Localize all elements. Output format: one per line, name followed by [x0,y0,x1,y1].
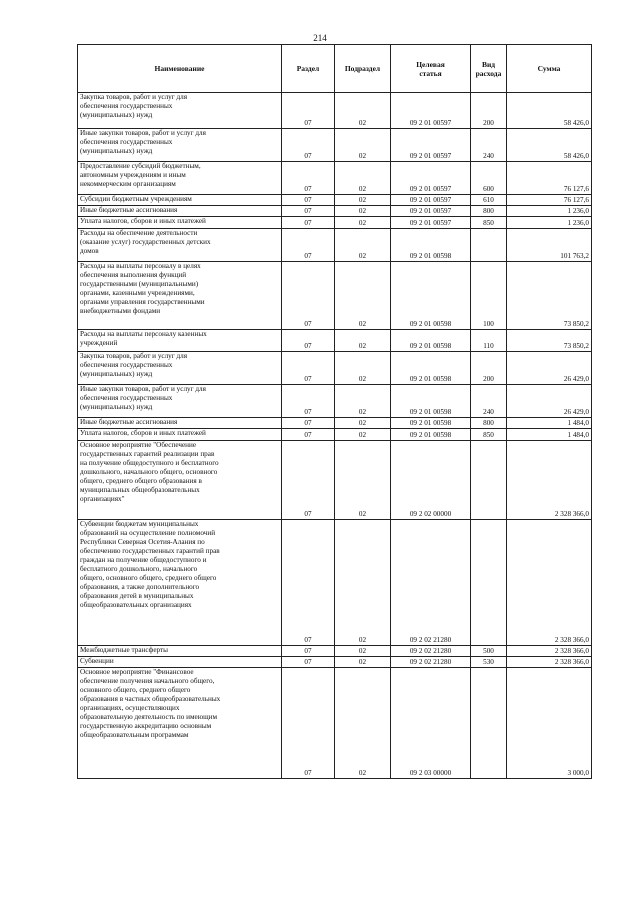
header-name: Наименование [78,45,282,93]
row-razdel-cell: 07 [282,520,335,646]
row-vid-cell [471,229,507,262]
table-row [78,330,592,352]
row-podrazdel-cell: 02 [335,330,391,352]
row-summa-cell: 76 127,6 [507,162,592,195]
row-name-cell: Предоставление субсидий бюджетным, автономным учреждениям и иным некоммерческим организациям [78,162,282,195]
row-summa-cell: 73 850,2 [507,262,592,330]
row-razdel-cell: 07 [282,352,335,385]
row-name-cell: Расходы на выплаты персоналу казенных учреждений [78,330,282,352]
header-vid: Вид расхода [471,45,507,93]
row-summa-cell: 73 850,2 [507,330,592,352]
row-tselevaya-cell: 09 2 01 00598 [391,262,471,330]
row-tselevaya-cell: 09 2 01 00598 [391,330,471,352]
row-name-cell: Иные бюджетные ассигнования [78,418,282,429]
row-tselevaya-cell: 09 2 01 00598 [391,229,471,262]
row-tselevaya-cell: 09 2 01 00597 [391,129,471,162]
row-summa-cell: 1 484,0 [507,429,592,441]
row-vid-cell: 600 [471,162,507,195]
table-row [78,385,592,418]
row-tselevaya-cell: 09 2 02 21280 [391,520,471,646]
row-podrazdel-cell: 02 [335,646,391,657]
row-summa-cell: 2 328 366,0 [507,441,592,520]
row-summa-cell: 1 236,0 [507,206,592,217]
table-header-row [78,45,592,93]
header-tselevaya: Целевая статья [391,45,471,93]
row-vid-cell: 800 [471,418,507,429]
row-name-cell: Межбюджетные трансферты [78,646,282,657]
row-tselevaya-cell: 09 2 01 00597 [391,217,471,229]
row-tselevaya-cell: 09 2 02 21280 [391,657,471,668]
row-razdel-cell: 07 [282,429,335,441]
row-name-cell: Основное мероприятие "Финансовое обеспечение получения начального общего, основного общего, среднего общего образования в частных общеобразовательных организациях, осуществляющих образовательную деятельность по имеющим государственную аккредитацию основным общеобразовательным программам [78,668,282,779]
table-body [78,93,592,779]
row-summa-cell: 76 127,6 [507,195,592,206]
row-vid-cell: 200 [471,352,507,385]
row-summa-cell: 1 484,0 [507,418,592,429]
row-vid-cell: 200 [471,93,507,129]
row-podrazdel-cell: 02 [335,429,391,441]
row-summa-cell: 58 426,0 [507,129,592,162]
row-tselevaya-cell: 09 2 01 00598 [391,418,471,429]
row-podrazdel-cell: 02 [335,352,391,385]
row-tselevaya-cell: 09 2 01 00597 [391,93,471,129]
row-podrazdel-cell: 02 [335,93,391,129]
header-razdel: Раздел [282,45,335,93]
row-podrazdel-cell: 02 [335,668,391,779]
table-row [78,162,592,195]
row-podrazdel-cell: 02 [335,195,391,206]
row-vid-cell: 240 [471,129,507,162]
row-podrazdel-cell: 02 [335,520,391,646]
table-row [78,429,592,441]
table-row [78,129,592,162]
row-razdel-cell: 07 [282,418,335,429]
row-name-cell: Закупка товаров, работ и услуг для обеспечения государственных (муниципальных) нужд [78,352,282,385]
row-podrazdel-cell: 02 [335,262,391,330]
row-razdel-cell: 07 [282,93,335,129]
row-razdel-cell: 07 [282,195,335,206]
row-name-cell: Уплата налогов, сборов и иных платежей [78,217,282,229]
row-tselevaya-cell: 09 2 02 21280 [391,646,471,657]
row-vid-cell: 610 [471,195,507,206]
row-summa-cell: 26 429,0 [507,352,592,385]
row-razdel-cell: 07 [282,657,335,668]
row-tselevaya-cell: 09 2 01 00597 [391,206,471,217]
row-tselevaya-cell: 09 2 01 00598 [391,385,471,418]
row-podrazdel-cell: 02 [335,129,391,162]
row-name-cell: Закупка товаров, работ и услуг для обеспечения государственных (муниципальных) нужд [78,93,282,129]
row-name-cell: Субвенции [78,657,282,668]
table-row [78,217,592,229]
row-name-cell: Основное мероприятие "Обеспечение государственных гарантий реализации прав на получение общедоступного и бесплатного дошкольного, начального общего, основного общего, среднего общего образования в муниципальных общеобразовательных организациях" [78,441,282,520]
row-tselevaya-cell: 09 2 03 00000 [391,668,471,779]
row-vid-cell [471,520,507,646]
row-name-cell: Иные бюджетные ассигнования [78,206,282,217]
row-vid-cell: 800 [471,206,507,217]
row-podrazdel-cell: 02 [335,418,391,429]
table-row [78,441,592,520]
row-name-cell: Уплата налогов, сборов и иных платежей [78,429,282,441]
row-summa-cell: 3 000,0 [507,668,592,779]
row-name-cell: Расходы на обеспечение деятельности (оказание услуг) государственных детских домов [78,229,282,262]
budget-table [77,44,592,779]
row-podrazdel-cell: 02 [335,229,391,262]
table-row [78,418,592,429]
table-row [78,646,592,657]
row-summa-cell: 1 236,0 [507,217,592,229]
row-summa-cell: 58 426,0 [507,93,592,129]
row-razdel-cell: 07 [282,217,335,229]
row-tselevaya-cell: 09 2 01 00598 [391,352,471,385]
table-row [78,93,592,129]
row-razdel-cell: 07 [282,262,335,330]
header-podrazdel: Подраздел [335,45,391,93]
row-tselevaya-cell: 09 2 01 00597 [391,162,471,195]
table-row [78,262,592,330]
row-razdel-cell: 07 [282,646,335,657]
row-podrazdel-cell: 02 [335,162,391,195]
table-row [78,206,592,217]
row-vid-cell [471,441,507,520]
row-summa-cell: 2 328 366,0 [507,520,592,646]
table-row [78,352,592,385]
row-vid-cell: 530 [471,657,507,668]
table-row [78,520,592,646]
row-podrazdel-cell: 02 [335,217,391,229]
table-row [78,229,592,262]
table-row [78,657,592,668]
row-name-cell: Субсидии бюджетным учреждениям [78,195,282,206]
header-summa: Сумма [507,45,592,93]
page-number: 214 [313,33,327,43]
row-tselevaya-cell: 09 2 01 00598 [391,429,471,441]
row-razdel-cell: 07 [282,129,335,162]
row-tselevaya-cell: 09 2 01 00597 [391,195,471,206]
row-summa-cell: 101 763,2 [507,229,592,262]
row-razdel-cell: 07 [282,206,335,217]
table-row [78,668,592,779]
row-summa-cell: 2 328 366,0 [507,657,592,668]
row-vid-cell: 850 [471,429,507,441]
row-razdel-cell: 07 [282,385,335,418]
row-razdel-cell: 07 [282,330,335,352]
row-name-cell: Расходы на выплаты персоналу в целях обеспечения выполнения функций государственными (муниципальными) органами, казенными учреждениями, органами управления государственными внебюджетными фондами [78,262,282,330]
row-summa-cell: 2 328 366,0 [507,646,592,657]
row-name-cell: Субвенции бюджетам муниципальных образований на осуществление полномочий Республики Северная Осетия-Алания по обеспечению государственных гарантий прав граждан на получение общедоступного и бесплатного дошкольного, начального общего, основного общего, среднего общего образования, а также дополнительного образования детей в муниципальных общеобразовательных организациях [78,520,282,646]
row-vid-cell: 240 [471,385,507,418]
row-podrazdel-cell: 02 [335,385,391,418]
row-name-cell: Иные закупки товаров, работ и услуг для обеспечения государственных (муниципальных) нужд [78,129,282,162]
row-vid-cell: 100 [471,262,507,330]
row-podrazdel-cell: 02 [335,657,391,668]
row-razdel-cell: 07 [282,441,335,520]
row-summa-cell: 26 429,0 [507,385,592,418]
row-razdel-cell: 07 [282,229,335,262]
row-vid-cell: 850 [471,217,507,229]
row-vid-cell: 500 [471,646,507,657]
row-podrazdel-cell: 02 [335,206,391,217]
table-row [78,195,592,206]
row-vid-cell: 110 [471,330,507,352]
row-podrazdel-cell: 02 [335,441,391,520]
row-name-cell: Иные закупки товаров, работ и услуг для обеспечения государственных (муниципальных) нужд [78,385,282,418]
row-razdel-cell: 07 [282,162,335,195]
row-vid-cell [471,668,507,779]
row-razdel-cell: 07 [282,668,335,779]
row-tselevaya-cell: 09 2 02 00000 [391,441,471,520]
